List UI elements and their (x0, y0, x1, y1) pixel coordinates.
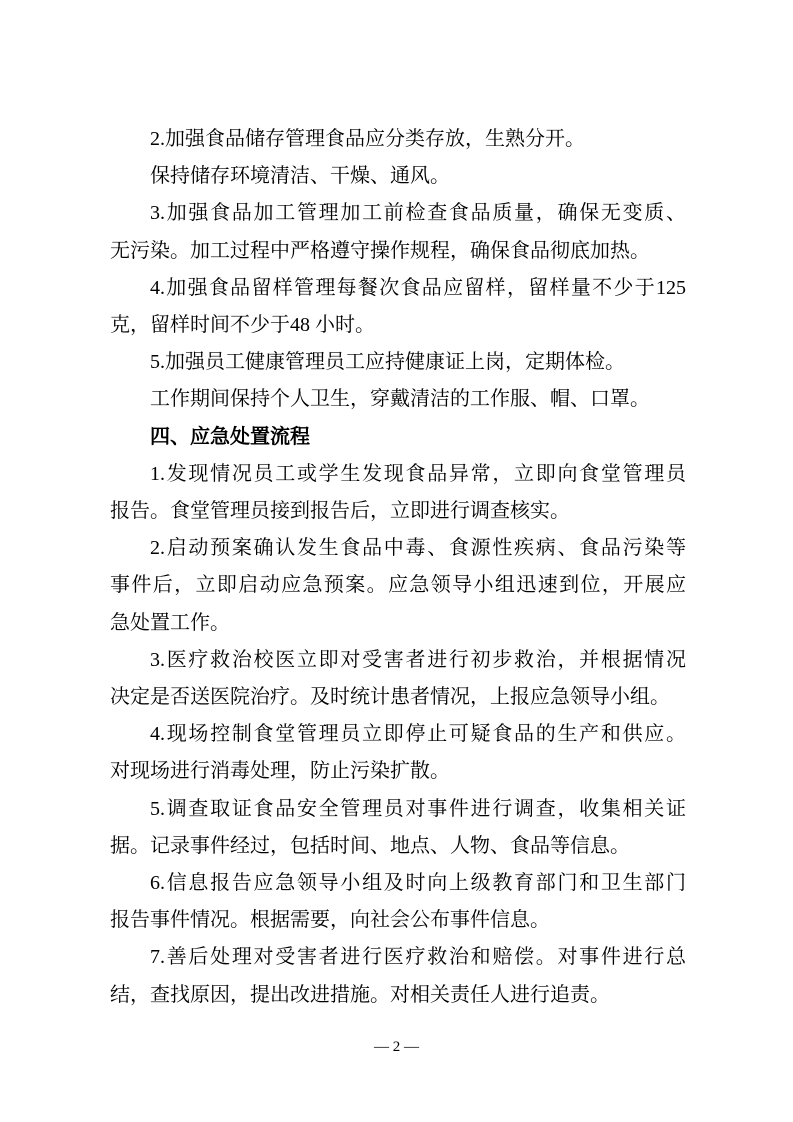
text-line: 2.加强食品储存管理食品应分类存放，生熟分开。 (150, 128, 585, 150)
section-heading: 四、应急处置流程 (150, 425, 310, 448)
text-line: 6.信息报告应急领导小组及时向上级教育部门和卫生部门 (150, 872, 686, 895)
text-line: 克，留样时间不少于48 小时。 (110, 314, 375, 337)
text-line: 工作期间保持个人卫生，穿戴清洁的工作服、帽、口罩。 (150, 388, 650, 411)
text-line: 对现场进行消毒处理，防止污染扩散。 (110, 760, 450, 783)
text-line: 报告。食堂管理员接到报告后，立即进行调查核实。 (110, 500, 570, 523)
text-line: 3.医疗救治校医立即对受害者进行初步救治，并根据情况 (150, 648, 686, 671)
text-line: 7.善后处理对受害者进行医疗救治和赔偿。对事件进行总 (150, 946, 686, 969)
text-line: 3.加强食品加工管理加工前检查食品质量，确保无变质、 (150, 202, 686, 225)
text-line: 4.加强食品留样管理每餐次食品应留样，留样量不少于125 (150, 276, 686, 299)
text-line: 报告事件情况。根据需要，向社会公布事件信息。 (110, 909, 550, 932)
text-line: 保持储存环境清洁、干燥、通风。 (150, 165, 450, 188)
text-line: 2.启动预案确认发生食品中毒、食源性疾病、食品污染等 (150, 537, 686, 560)
text-line: 事件后，立即启动应急预案。应急领导小组迅速到位，开展应 (110, 574, 686, 597)
text-line: 1.发现情况员工或学生发现食品异常，立即向食堂管理员 (150, 462, 686, 485)
text-line: 决定是否送医院治疗。及时统计患者情况，上报应急领导小组。 (110, 686, 670, 709)
text-line: 急处置工作。 (110, 611, 230, 634)
text-line: 据。记录事件经过，包括时间、地点、人物、食品等信息。 (110, 834, 630, 857)
document-body (110, 121, 686, 1014)
text-line: 5.加强员工健康管理员工应持健康证上岗，定期体检。 (150, 351, 625, 374)
text-line: 5.调查取证食品安全管理员对事件进行调查，收集相关证 (150, 797, 686, 820)
text-line: 4.现场控制食堂管理员立即停止可疑食品的生产和供应。 (150, 723, 686, 746)
text-line: 结，查找原因，提出改进措施。对相关责任人进行追责。 (110, 983, 610, 1006)
page-number: — 2 — (374, 1039, 419, 1055)
text-line: 无污染。加工过程中严格遵守操作规程，确保食品彻底加热。 (110, 239, 650, 262)
